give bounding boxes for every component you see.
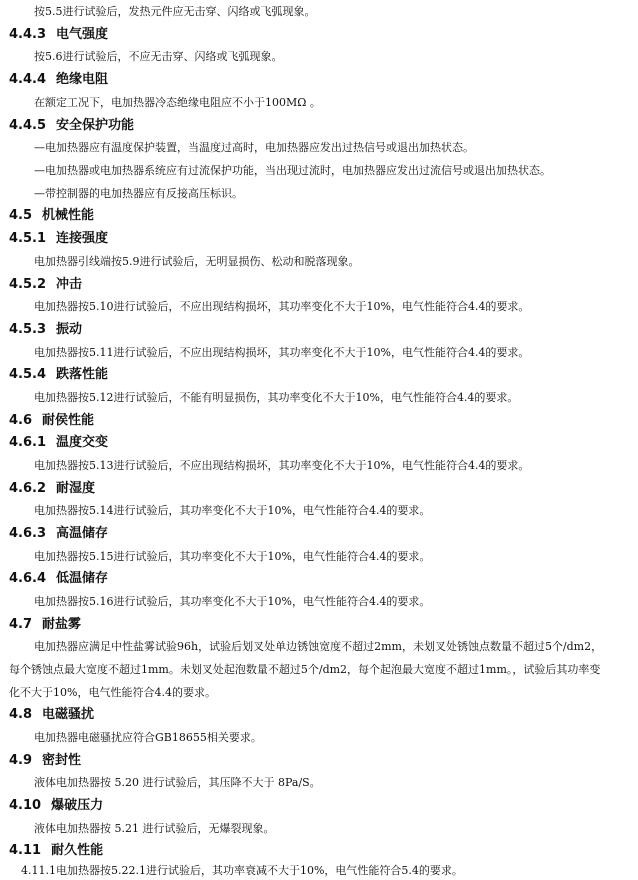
section-heading: [9, 26, 108, 44]
section-title: 安全保护功能: [56, 118, 135, 133]
section-heading: [9, 276, 82, 294]
section-heading: [9, 706, 94, 724]
section-title: 连接强度: [56, 231, 109, 246]
paragraph-line: 电加热器按5.16进行试验后，其功率变化不大于10%，电气性能符合4.4的要求。: [34, 595, 431, 608]
section-number: 4.4.3: [9, 27, 47, 42]
section-heading: [9, 570, 108, 588]
section-heading: [9, 752, 81, 770]
paragraph-line: 电加热器按5.12进行试验后，不能有明显损伤，其功率变化不大于10%，电气性能符合4.4的要求。: [34, 391, 519, 404]
paragraph-line: 按5.6进行试验后，不应无击穿、闪络或飞弧现象。: [34, 50, 283, 63]
section-title: 跌落性能: [56, 367, 109, 382]
section-number: 4.4.5: [9, 118, 47, 133]
section-title: 振动: [56, 322, 83, 337]
paragraph-line: 电加热器按5.10进行试验后，不应出现结构损坏，其功率变化不大于10%，电气性能符合4.4的要求。: [34, 300, 530, 313]
paragraph-line: —带控制器的电加热器应有反接高压标识。: [34, 187, 243, 200]
section-heading: [9, 525, 108, 543]
section-number: 4.5.3: [9, 322, 47, 337]
section-title: 高温储存: [56, 526, 109, 541]
section-title: 耐盐雾: [42, 617, 82, 632]
section-title: 低温储存: [56, 571, 109, 586]
paragraph-line: —电加热器或电加热器系统应有过流保护功能，当出现过流时，电加热器应发出过流信号或退出加热状态。: [34, 164, 551, 177]
section-number: 4.8: [9, 707, 33, 722]
section-title: 电气强度: [56, 27, 109, 42]
paragraph-line: 电加热器应满足中性盐雾试验96h，试验后划叉处单边锈蚀宽度不超过2mm，未划叉处锈蚀点数量不超过5个/dm2，: [34, 640, 603, 653]
paragraph-line: —电加热器应有温度保护装置，当温度过高时，电加热器应发出过热信号或退出加热状态。: [34, 141, 474, 154]
section-heading: [9, 842, 103, 860]
paragraph-line: 4.11.1电加热器按5.22.1进行试验后，其功率衰减不大于10%，电气性能符合5.4的要求。: [21, 864, 463, 877]
section-heading: [9, 797, 103, 815]
section-heading: [9, 207, 94, 225]
section-number: 4.6.4: [9, 571, 47, 586]
section-heading: [9, 434, 108, 452]
section-heading: [9, 117, 134, 135]
section-number: 4.6: [9, 413, 33, 428]
paragraph-line: 按5.5进行试验后，发热元件应无击穿、闪络或飞弧现象。: [34, 5, 316, 18]
section-number: 4.5.4: [9, 367, 47, 382]
paragraph-line: 电加热器按5.14进行试验后，其功率变化不大于10%，电气性能符合4.4的要求。: [34, 504, 431, 517]
section-title: 温度交变: [56, 435, 109, 450]
section-title: 机械性能: [42, 208, 95, 223]
paragraph-line: 电加热器引线端按5.9进行试验后，无明显损伤、松动和脱落现象。: [34, 255, 360, 268]
paragraph-line: 液体电加热器按 5.21 进行试验后，无爆裂现象。: [34, 822, 275, 835]
section-title: 电磁骚扰: [42, 707, 95, 722]
section-title: 密封性: [42, 753, 82, 768]
section-number: 4.11: [9, 843, 42, 858]
section-number: 4.7: [9, 617, 33, 632]
section-number: 4.5.2: [9, 277, 47, 292]
section-number: 4.4.4: [9, 72, 47, 87]
paragraph-line: 液体电加热器按 5.20 进行试验后，其压降不大于 8Pa/S。: [34, 776, 321, 789]
section-heading: [9, 230, 108, 248]
section-heading: [9, 412, 94, 430]
section-title: 耐侯性能: [42, 413, 95, 428]
section-number: 4.6.2: [9, 481, 47, 496]
paragraph-line: 化不大于10%，电气性能符合4.4的要求。: [9, 686, 216, 699]
section-number: 4.6.1: [9, 435, 47, 450]
section-number: 4.5: [9, 208, 33, 223]
paragraph-line: 每个锈蚀点最大宽度不超过1mm。未划叉处起泡数量不超过5个/dm2，每个起泡最大宽度不超过1mm。，试验后其功率变: [9, 663, 601, 676]
section-number: 4.6.3: [9, 526, 47, 541]
section-number: 4.9: [9, 753, 33, 768]
section-title: 耐久性能: [51, 843, 104, 858]
section-heading: [9, 321, 82, 339]
section-heading: [9, 71, 108, 89]
section-number: 4.5.1: [9, 231, 47, 246]
paragraph-line: 电加热器按5.13进行试验后，不应出现结构损坏，其功率变化不大于10%，电气性能符合4.4的要求。: [34, 459, 530, 472]
section-number: 4.10: [9, 798, 42, 813]
paragraph-line: 在额定工况下，电加热器冷态绝缘电阻应不小于100MΩ 。: [34, 96, 321, 109]
section-title: 冲击: [56, 277, 83, 292]
section-title: 耐湿度: [56, 481, 96, 496]
paragraph-line: 电加热器电磁骚扰应符合GB18655相关要求。: [34, 731, 262, 744]
section-title: 爆破压力: [51, 798, 104, 813]
paragraph-line: 电加热器按5.11进行试验后，不应出现结构损坏，其功率变化不大于10%，电气性能符合4.4的要求。: [34, 346, 530, 359]
section-title: 绝缘电阻: [56, 72, 109, 87]
section-heading: [9, 480, 95, 498]
paragraph-line: 电加热器按5.15进行试验后，其功率变化不大于10%，电气性能符合4.4的要求。: [34, 550, 431, 563]
section-heading: [9, 366, 108, 384]
section-heading: [9, 616, 81, 634]
